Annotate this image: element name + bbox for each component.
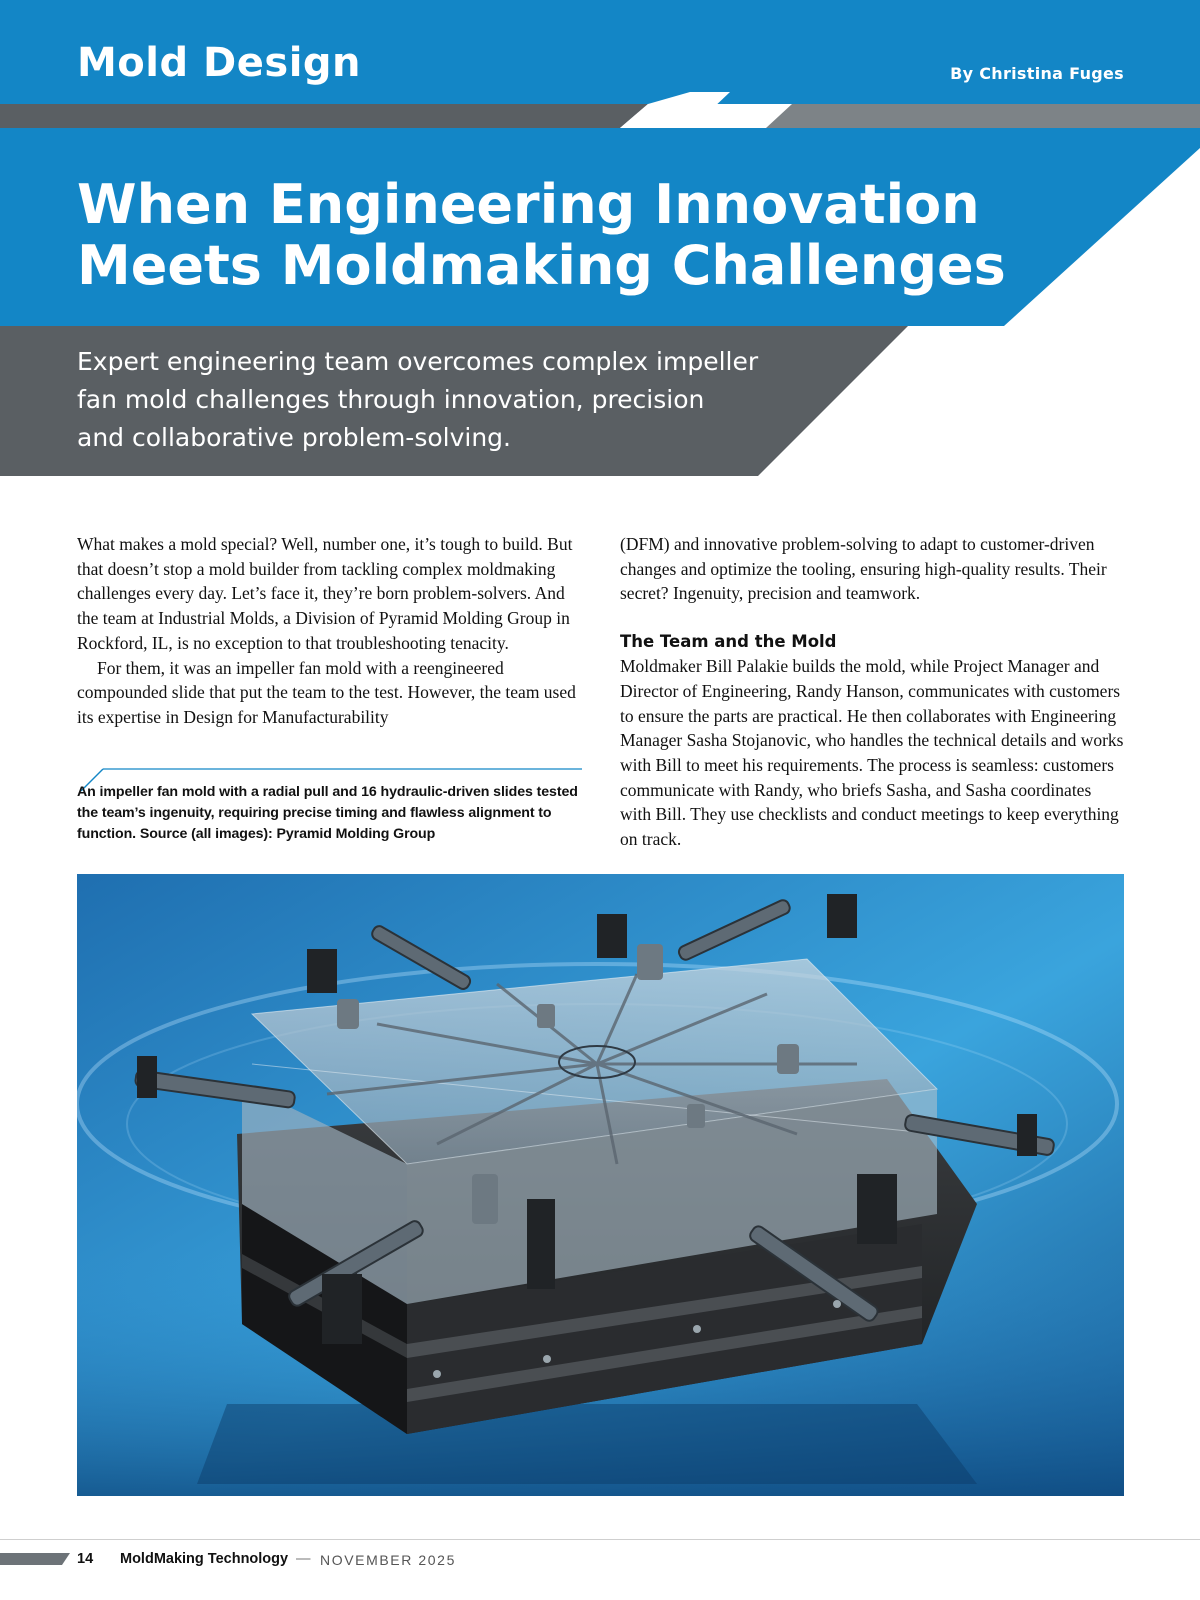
subhead: The Team and the Mold (620, 632, 837, 652)
deck-line: fan mold challenges through innovation, precision (77, 385, 705, 414)
section-label: Mold Design (77, 40, 362, 86)
article-paragraph: What makes a mold special? Well, number one, it’s tough to build. But that doesn’t stop a mold builder from tackling complex moldmaking challenges every day. Let’s face it, they’re born problem-solvers. And the team at Industrial Molds, a Division of Pyramid Molding Group in Rockford, IL, is no exception to that troubleshooting tenacity. (77, 534, 573, 653)
mold-render-image (77, 874, 1124, 1496)
caption-text: An impeller fan mold with a radial pull and 16 hydraulic-driven slides tested the team’s ingenuity, requiring precise timing and flawless alignment to function. Source (all images): Pyramid Molding Group (77, 784, 578, 842)
headline-line: Meets Moldmaking Challenges (77, 234, 1006, 297)
deck-line: Expert engineering team overcomes complex impeller (77, 347, 759, 376)
article-paragraph: For them, it was an impeller fan mold with a reengineered compounded slide that put the team to the test. However, the team used its expertise in Design for Manufacturability (77, 657, 576, 727)
footer-rule (0, 1539, 1200, 1540)
byline: By Christina Fuges (950, 64, 1124, 83)
footer-separator: — (296, 1551, 311, 1567)
article-column-right (620, 532, 1125, 852)
article-paragraph: (DFM) and innovative problem-solving to adapt to customer-driven changes and optimize the tooling, ensuring high-quality results. Their secret? Ingenuity, precision and teamwork. (620, 534, 1107, 604)
page-number: 14 (77, 1551, 94, 1567)
article-paragraph: Moldmaker Bill Palakie builds the mold, while Project Manager and Director of Engineering, Randy Hanson, communicates with customers to ensure the parts are practical. He then collaborates with Engineering Manager Sasha Stojanovic, who handles the technical details and works with Bill to meet his requirements. The process is seamless: customers communicate with Randy, who briefs Sasha, and Sasha coordinates with Bill. They use checklists and conduct meetings to keep everything on track. (620, 656, 1124, 850)
figure-caption (77, 766, 582, 845)
magazine-name: MoldMaking Technology (120, 1551, 289, 1567)
article-column-left (77, 532, 582, 730)
headline (77, 174, 1057, 296)
headline-line: When Engineering Innovation (77, 173, 980, 236)
deck-line: and collaborative problem-solving. (77, 423, 511, 452)
footer-bar-icon (0, 1553, 70, 1565)
issue-date: NOVEMBER 2025 (320, 1552, 456, 1568)
deck (77, 343, 857, 457)
